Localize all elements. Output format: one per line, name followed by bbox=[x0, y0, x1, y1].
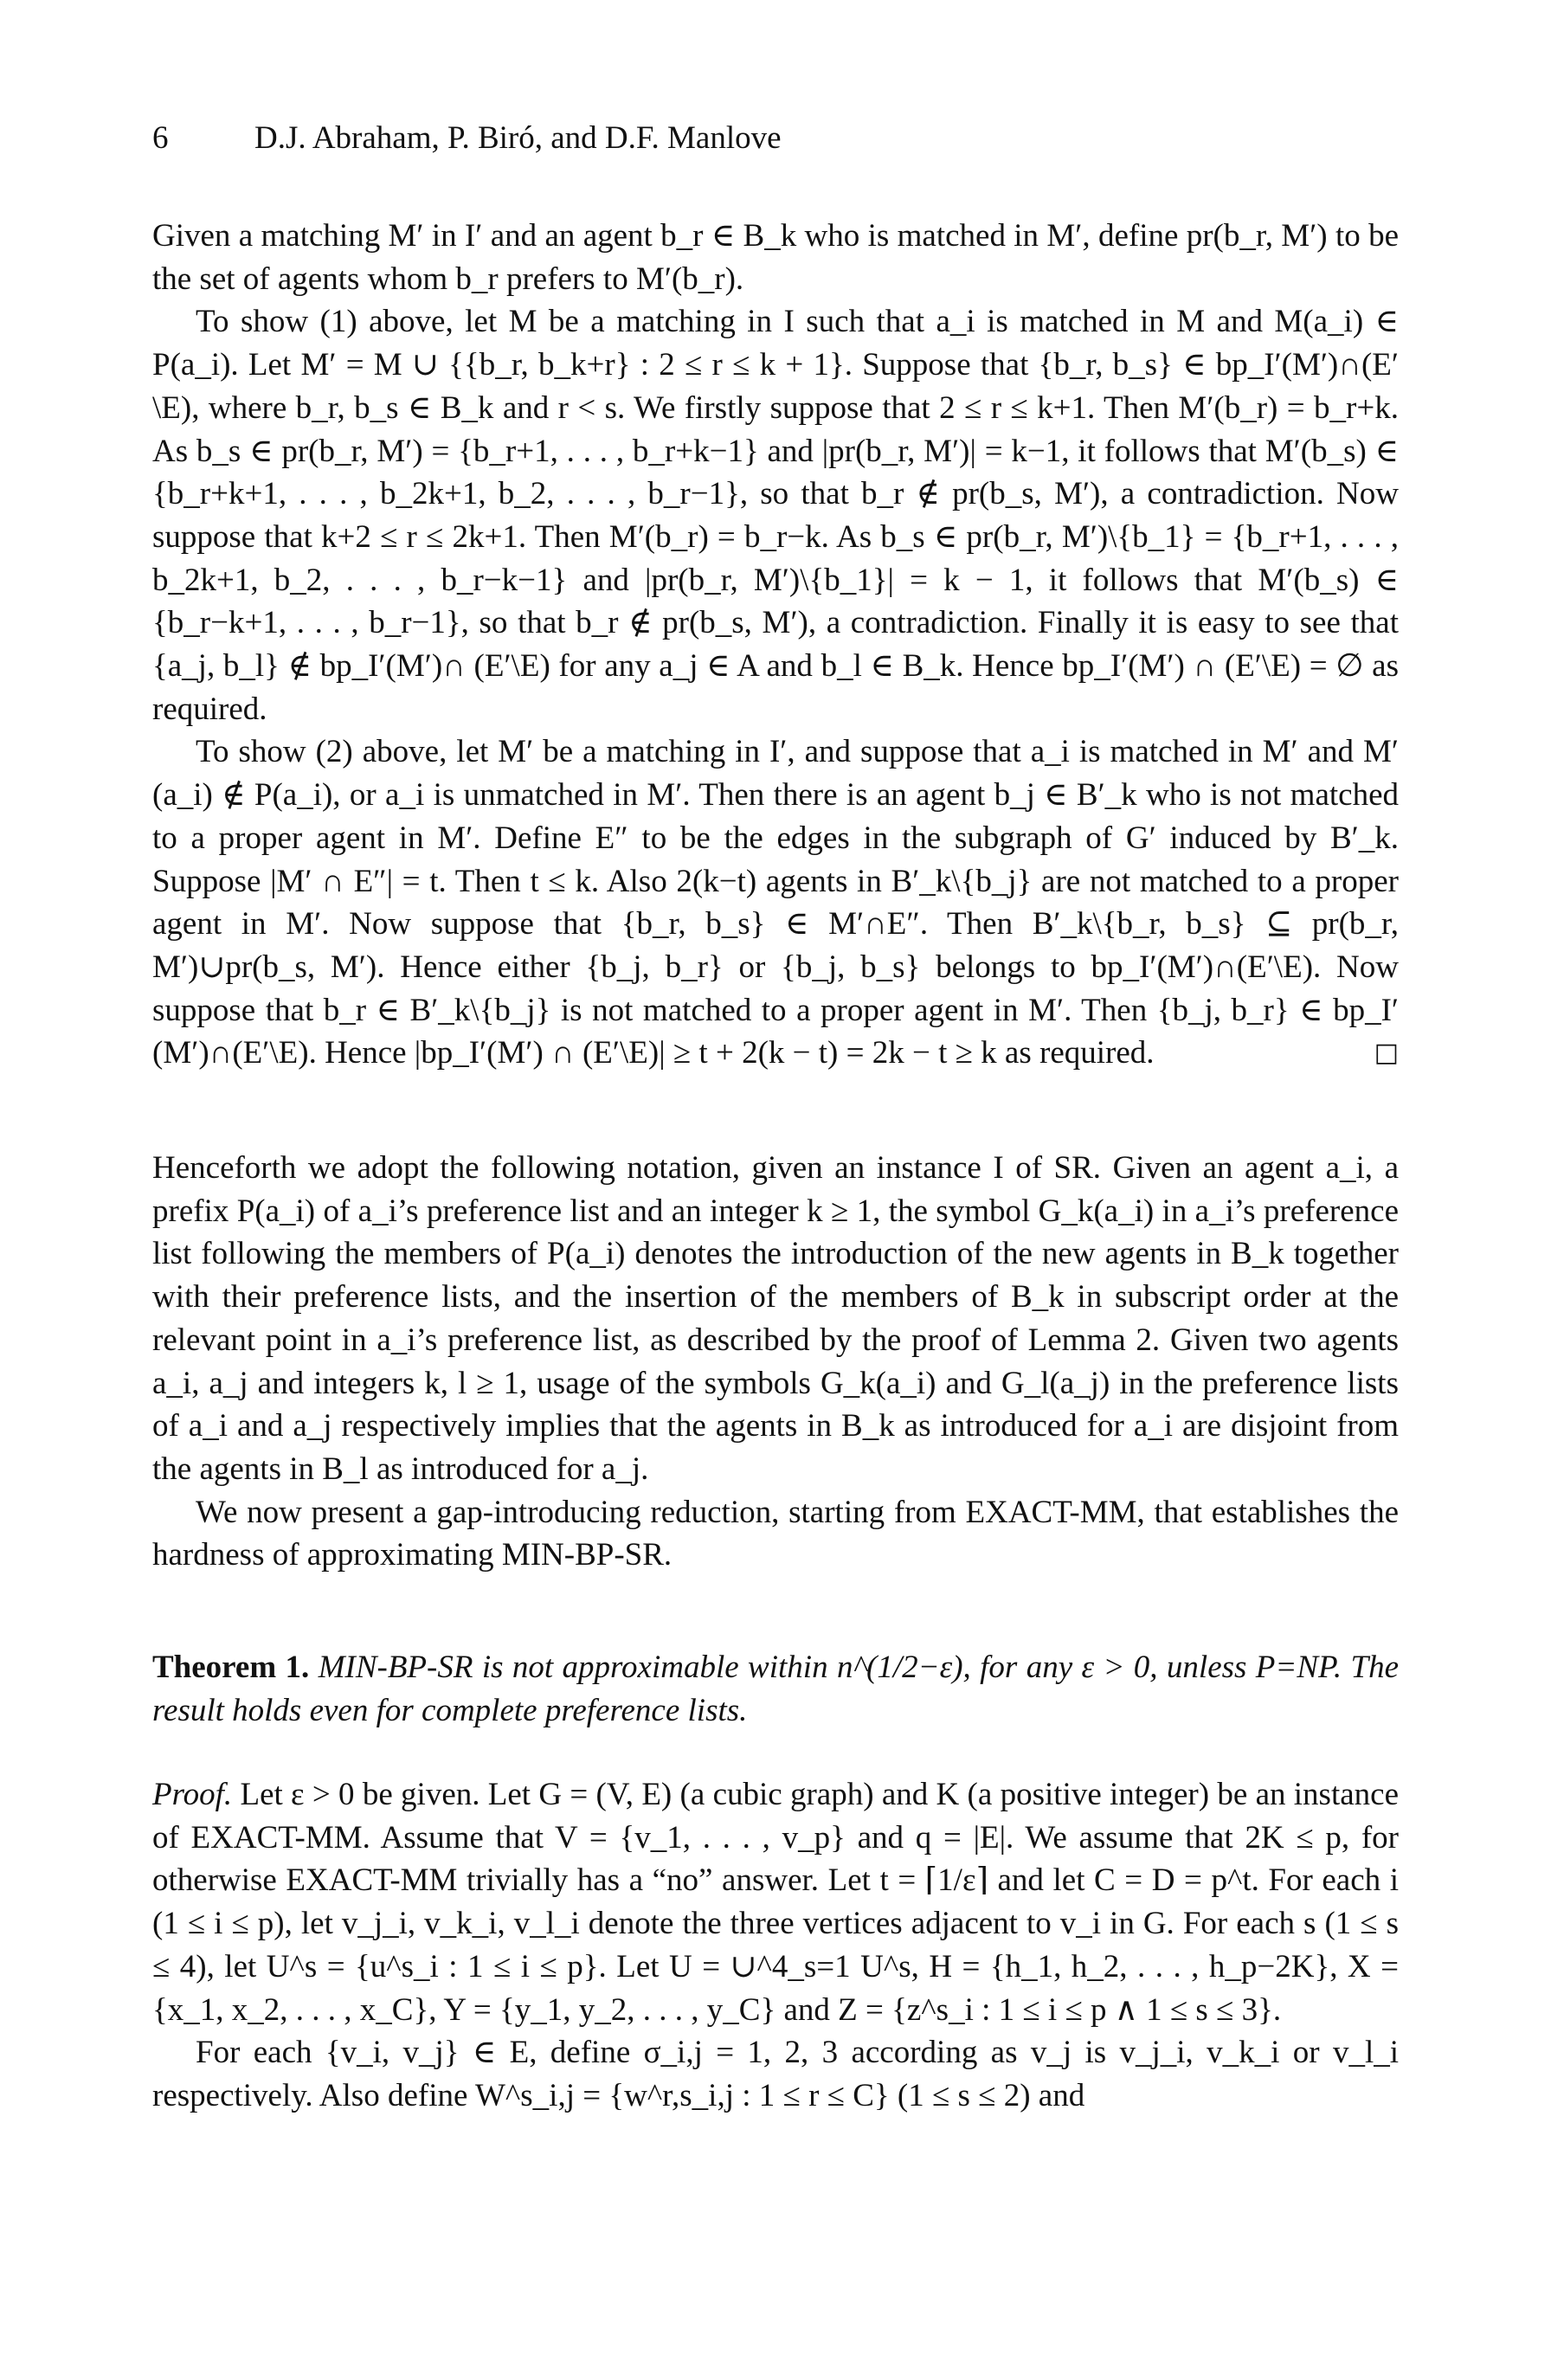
paragraph-show-2-text: To show (2) above, let M′ be a matching in I′, and suppose that a_i is matched in M′ and M′(a_i) ∉ P(a_i), or a_i is unmatched in M′. Then there is an agent b_j ∈ B′_k who is not matched to a proper agent in M′. Define E″ to be the edges in the subgraph of G′ induced by B′_k. Suppose |M′ ∩ E″| = t. Then t ≤ k. Also 2(k−t) agents in B′_k\{b_j} are not matched to a proper agent in M′. Now suppose that {b_r, b_s} ∈ M′∩E″. Then B′_k\{b_r, b_s} ⊆ pr(b_r, M′)∪pr(b_s, M′). Hence either {b_j, b_r} or {b_j, b_s} belongs to bp_I′(M′)∩(E′\E). Now suppose that b_r ∈ B′_k\{b_j} is not matched to a proper agent in M′. Then {b_j, b_r} ∈ bp_I′(M′)∩(E′\E). Hence |bp_I′(M′) ∩ (E′\E)| ≥ t + 2(k − t) = 2k − t ≥ k as required. bbox=[152, 734, 1399, 1071]
theorem-statement: MIN-BP-SR is not approximable within n^(1/2−ε), for any ε > 0, unless P=NP. The result holds even for complete preference lists. bbox=[152, 1650, 1399, 1728]
proof-text: Let ε > 0 be given. Let G = (V, E) (a cubic graph) and K (a positive integer) be an instance of EXACT-MM. Assume that V = {v_1, . . . , v_p} and q = |E|. We assume that 2K ≤ p, for otherwise EXACT-MM trivially has a “no” answer. Let t = ⌈1/ε⌉ and let C = D = p^t. For each i (1 ≤ i ≤ p), let v_j_i, v_k_i, v_l_i denote the three vertices adjacent to v_i in G. For each s (1 ≤ s ≤ 4), let U^s = {u^s_i : 1 ≤ i ≤ p}. Let U = ∪^4_s=1 U^s, H = {h_1, h_2, . . . , h_p−2K}, X = {x_1, x_2, . . . , x_C}, Y = {y_1, y_2, . . . , y_C} and Z = {z^s_i : 1 ≤ i ≤ p ∧ 1 ≤ s ≤ 3}. bbox=[152, 1777, 1400, 2028]
theorem-proof bbox=[152, 1773, 1399, 2118]
paragraph-pr-definition: Given a matching M′ in I′ and an agent b_r ∈ B_k who is matched in M′, define pr(b_r, M′) to be the set of agents whom b_r prefers to M′(b_r). bbox=[152, 218, 1399, 297]
paragraph-notation: Henceforth we adopt the following notation, given an instance I of SR. Given an agent a_i, a prefix P(a_i) of a_i’s preference list and an integer k ≥ 1, the symbol G_k(a_i) in a_i’s preference list following the members of P(a_i) denotes the introduction of the new agents in B_k together with their preference lists, and the insertion of the members of B_k in subscript order at the relevant point in a_i’s preference list, as described by the proof of Lemma 2. Given two agents a_i, a_j and integers k, l ≥ 1, usage of the symbols G_k(a_i) and G_l(a_j) in the preference lists of a_i and a_j respectively implies that the agents in B_k as introduced for a_i are disjoint from the agents in B_l as introduced for a_j. bbox=[152, 1150, 1399, 1487]
theorem-heading: Theorem 1. bbox=[152, 1650, 310, 1685]
proof-continuation bbox=[152, 215, 1399, 1075]
page-number: 6 bbox=[152, 120, 169, 156]
paragraph-show-1: To show (1) above, let M be a matching in I such that a_i is matched in M and M(a_i) ∈ P(a_i). Let M′ = M ∪ {{b_r, b_k+r} : 2 ≤ r ≤ k + 1}. Suppose that {b_r, b_s} ∈ bp_I′(M′)∩(E′\E), where b_r, b_s ∈ B_k and r < s. We firstly suppose that 2 ≤ r ≤ k+1. Then M′(b_r) = b_r+k. As b_s ∈ pr(b_r, M′) = {b_r+1, . . . , b_r+k−1} and |pr(b_r, M′)| = k−1, it follows that M′(b_s) ∈ {b_r+k+1, . . . , b_2k+1, b_2, . . . , b_r−1}, so that b_r ∉ pr(b_s, M′), a contradiction. Now suppose that k+2 ≤ r ≤ 2k+1. Then M′(b_r) = b_r−k. As b_s ∈ pr(b_r, M′)\{b_1} = {b_r+1, . . . , b_2k+1, b_2, . . . , b_r−k−1} and |pr(b_r, M′)\{b_1}| = k − 1, it follows that M′(b_s) ∈ {b_r−k+1, . . . , b_r−1}, so that b_r ∉ pr(b_s, M′), a contradiction. Finally it is easy to see that {a_j, b_l} ∉ bp_I′(M′)∩ (E′\E) for any a_j ∈ A and b_l ∈ B_k. Hence bp_I′(M′) ∩ (E′\E) = ∅ as required. bbox=[152, 304, 1399, 727]
notation-section bbox=[152, 1147, 1399, 1577]
running-header bbox=[152, 119, 782, 157]
qed-icon: □ bbox=[1374, 1038, 1399, 1069]
theorem-1 bbox=[152, 1646, 1399, 1732]
paragraph-show-2 bbox=[152, 730, 1399, 1075]
author-line: D.J. Abraham, P. Biró, and D.F. Manlove bbox=[254, 120, 782, 156]
proof-heading: Proof. bbox=[152, 1777, 233, 1812]
paragraph-sigma-definition: For each {v_i, v_j} ∈ E, define σ_i,j = 1, 2, 3 according as v_j is v_j_i, v_k_i or v_l_i respectively. Also define W^s_i,j = {w^r,s_i,j : 1 ≤ r ≤ C} (1 ≤ s ≤ 2) and bbox=[152, 2035, 1399, 2113]
paragraph-reduction-intro: We now present a gap-introducing reduction, starting from EXACT-MM, that establishes the hardness of approximating MIN-BP-SR. bbox=[152, 1494, 1399, 1573]
